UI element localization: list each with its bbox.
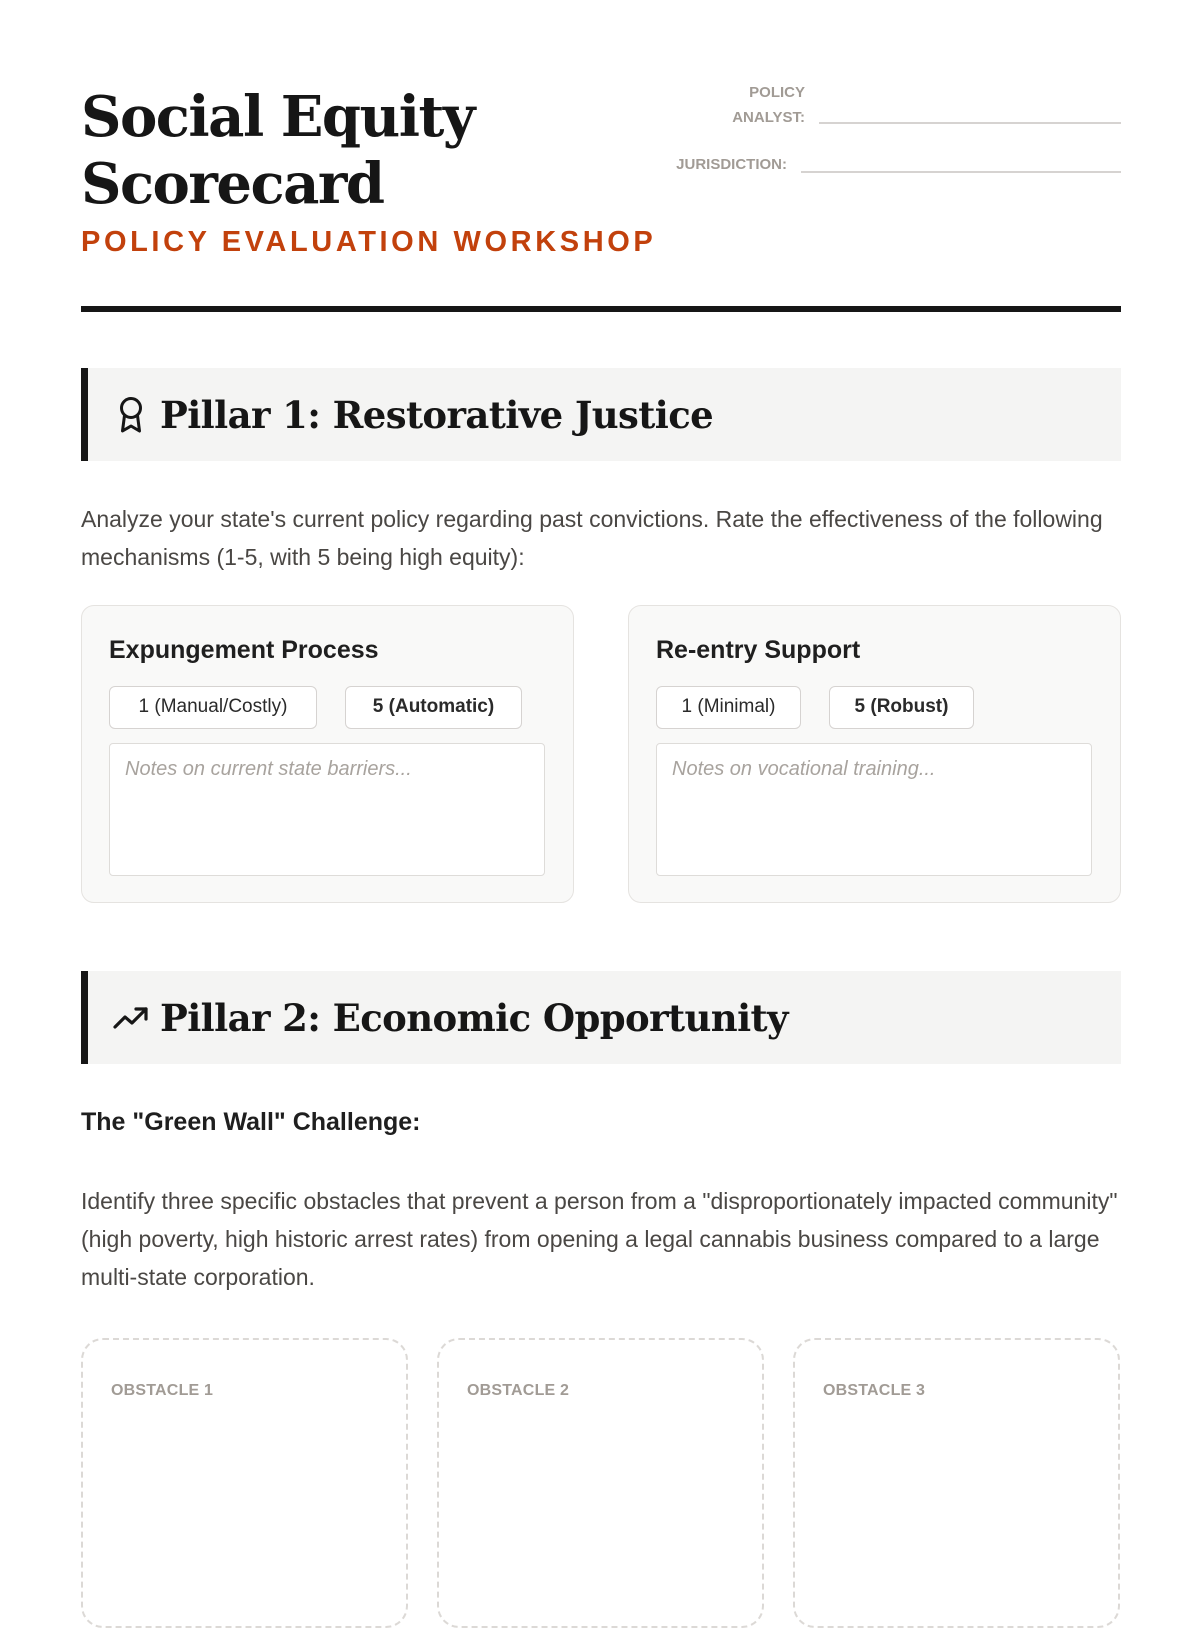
rating-high-option[interactable]: 5 (Automatic) — [345, 686, 522, 729]
pillar-2-title: Pillar 2: Economic Opportunity — [160, 995, 788, 1040]
expungement-notes-input[interactable] — [109, 743, 545, 876]
re-entry-notes-input[interactable] — [656, 743, 1092, 876]
rating-low-option[interactable]: 1 (Manual/Costly) — [109, 686, 317, 729]
page-subtitle: POLICY EVALUATION WORKSHOP — [81, 226, 657, 258]
jurisdiction-label: JURISDICTION: — [676, 156, 787, 173]
rating-low-option[interactable]: 1 (Minimal) — [656, 686, 801, 729]
policy-analyst-input-line[interactable] — [819, 122, 1121, 124]
pillar-2-description: Identify three specific obstacles that prevent a person from a "disproportionately impacted community" (high poverty, high historic arrest rates) from opening a legal cannabis business compared to a large multi-state corporation. — [81, 1188, 1118, 1290]
worksheet-page — [81, 0, 1121, 1399]
header-divider — [81, 306, 1121, 312]
obstacle-3-box[interactable] — [793, 1338, 1120, 1628]
worksheet-header — [81, 0, 1121, 320]
obstacle-2-box[interactable] — [437, 1338, 764, 1628]
award-ribbon-icon — [110, 394, 152, 436]
obstacle-label: OBSTACLE 1 — [111, 1382, 214, 1399]
obstacle-1-box[interactable] — [81, 1338, 408, 1628]
expungement-process-card — [81, 605, 574, 903]
policy-analyst-label: POLICY ANALYST: — [732, 84, 805, 126]
card-title: Expungement Process — [109, 636, 379, 664]
rating-high-option[interactable]: 5 (Robust) — [829, 686, 974, 729]
obstacle-label: OBSTACLE 2 — [467, 1382, 570, 1399]
pillar-1-description: Analyze your state's current policy regarding past convictions. Rate the effectiveness of the following mechanisms (1-5, with 5 being high equity): — [81, 506, 1103, 570]
page-title: Social Equity Scorecard — [81, 84, 474, 217]
jurisdiction-input-line[interactable] — [801, 171, 1121, 173]
re-entry-support-card — [628, 605, 1121, 903]
jurisdiction-field — [676, 152, 1121, 177]
card-title: Re-entry Support — [656, 636, 861, 664]
policy-analyst-field — [715, 80, 1121, 130]
green-wall-heading: The "Green Wall" Challenge: — [81, 1108, 421, 1136]
trending-up-icon — [110, 997, 152, 1039]
pillar-1-title: Pillar 1: Restorative Justice — [160, 392, 714, 437]
pillar-2-header — [81, 971, 1121, 1064]
pillar-1-header — [81, 368, 1121, 461]
obstacle-label: OBSTACLE 3 — [823, 1382, 926, 1399]
